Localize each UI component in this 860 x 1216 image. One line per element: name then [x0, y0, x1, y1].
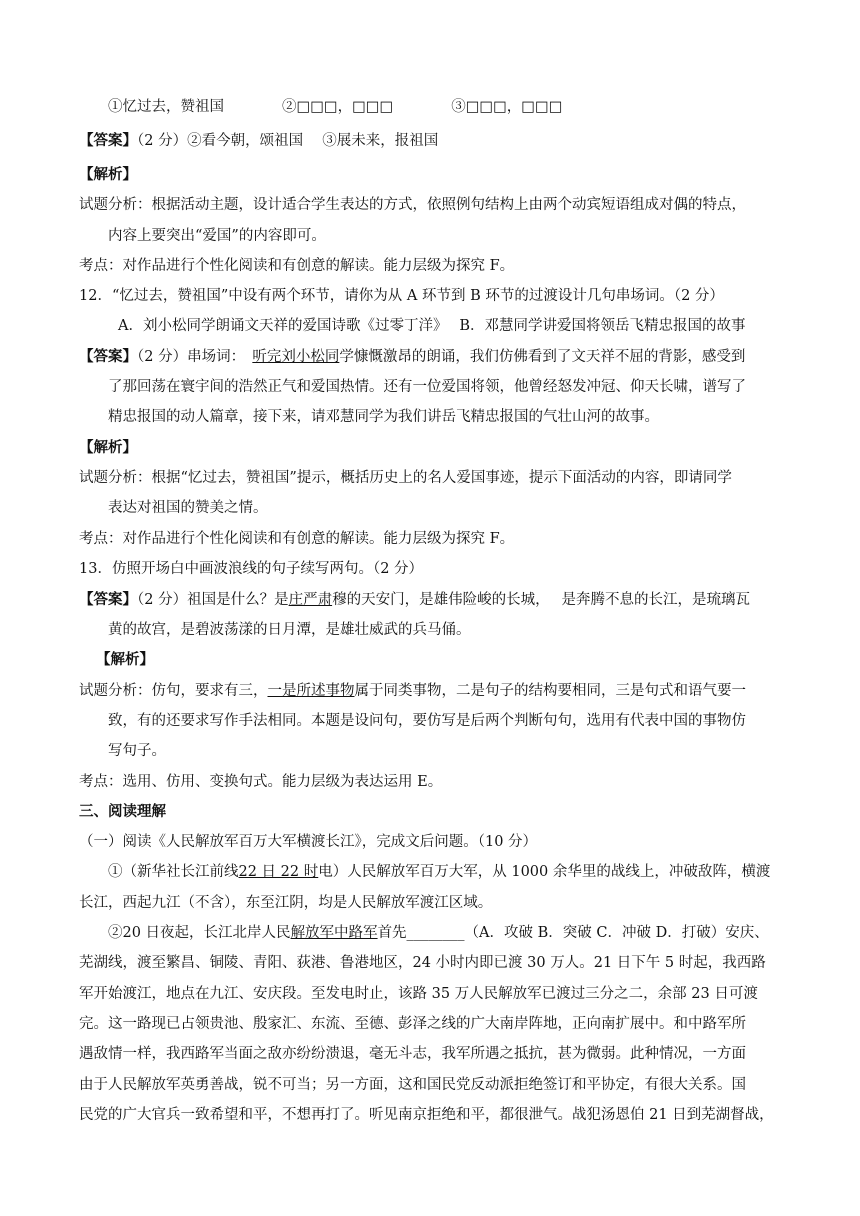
passage-text: 完。这一路现已占领贵池、殷家汇、东流、至德、彭泽之线的广大南岸阵地，正向南扩展中。和中路军所 [79, 1016, 746, 1032]
analysis-label: 【解析】 [96, 651, 154, 668]
passage-paragraph: ②20 日夜起，长江北岸人民解放军中路军首先________（A．攻破 B．突破 C．冲破 D．打破）安庆、 [108, 925, 769, 941]
answer-13: 【答案】（2 分）祖国是什么？是庄严肃穆的天安门，是雄伟险峻的长城， 是奔腾不息的长江，是琉璃瓦 [79, 591, 750, 608]
analysis-text: 试题分析：根据活动主题，设计适合学生表达的方式，依照例句结构上由两个动宾短语组成对偶的特点， [79, 197, 746, 213]
question-12-items: A．刘小松同学朗诵文天祥的爱国诗歌《过零丁洋》 B．邓慧同学讲爱国将领岳飞精忠报国的故事 [118, 318, 746, 334]
answer-12: 【答案】（2 分）串场词： 听完刘小松同学慷慨激昂的朗诵，我们仿佛看到了文天祥不屈的背影，感受到 [79, 348, 746, 365]
analysis-text: 试题分析：仿句，要求有三，一是所述事物属于同类事物，二是句子的结构要相同，三是句式和语气要一 [79, 683, 746, 699]
passage-text: 由于人民解放军英勇善战，锐不可当；另一方面，这和国民党反动派拒绝签订和平协定，有很大关系。国 [79, 1077, 746, 1093]
analysis-text: 表达对祖国的赞美之情。 [108, 500, 268, 516]
analysis-text: 内容上要突出“爱国”的内容即可。 [108, 228, 326, 244]
reading-intro: （一）阅读《人民解放军百万大军横渡长江》，完成文后问题。（10 分） [79, 834, 538, 850]
passage-text: 长江，西起九江（不含），东至江阴，均是人民解放军渡江区域。 [79, 895, 493, 911]
analysis-text: 试题分析：根据“忆过去，赞祖国”提示，概括历史上的名人爱国事迹，提示下面活动的内容，即请同学 [79, 470, 732, 486]
answer-text: 精忠报国的动人篇章，接下来，请邓慧同学为我们讲岳飞精忠报国的气壮山河的故事。 [108, 409, 659, 425]
kaodian-text: 考点：对作品进行个性化阅读和有创意的解读。能力层级为探究 F。 [79, 258, 515, 274]
passage-text: 芜湖线，渡至繁昌、铜陵、青阳、荻港、鲁港地区，24 小时内即已渡 30 万人。21 日下午 5 时起，我西路 [79, 955, 766, 971]
answer-text: 了那回荡在寰宇间的浩然正气和爱国热情。还有一位爱国将领，他曾经怒发冲冠、仰天长啸，谱写了 [108, 379, 746, 395]
answer-label: 【答案】 [79, 348, 137, 365]
section-heading: 三、阅读理解 [79, 803, 166, 820]
answer-text: 黄的故宫，是碧波荡漾的日月潭，是雄壮威武的兵马俑。 [108, 622, 471, 638]
analysis-label: 【解析】 [79, 439, 137, 456]
question-12: 12．“忆过去，赞祖国”中设有两个环节，请你为从 A 环节到 B 环节的过渡设计几句串场词。（2 分） [79, 288, 724, 304]
answer-11: 【答案】（2 分）②看今朝，颂祖国 ③展未来，报祖国 [79, 132, 439, 149]
passage-text: 遇敌情一样，我西路军当面之敌亦纷纷溃退，毫无斗志，我军所遇之抵抗，甚为微弱。此种情况，一方面 [79, 1046, 746, 1062]
example-options: ①忆过去，赞祖国 ②□□□，□□□ ③□□□，□□□ [108, 99, 563, 115]
analysis-text: 写句子。 [108, 743, 166, 759]
answer-label: 【答案】 [79, 591, 137, 608]
passage-text: 民党的广大官兵一致希望和平，不想再打了。听见南京拒绝和平，都很泄气。战犯汤恩伯 21 日到芜湖督战， [79, 1107, 774, 1123]
kaodian-text: 考点：选用、仿用、变换句式。能力层级为表达运用 E。 [79, 774, 443, 790]
passage-text: 军开始渡江，地点在九江、安庆段。至发电时止，该路 35 万人民解放军已渡过三分之二，余部 23 日可渡 [79, 986, 758, 1002]
analysis-text: 致，有的还要求写作手法相同。本题是设问句，要仿写是后两个判断句句，选用有代表中国的事物仿 [108, 713, 746, 729]
question-13: 13．仿照开场白中画波浪线的句子续写两句。（2 分） [79, 561, 424, 577]
answer-label: 【答案】 [79, 132, 137, 149]
passage-paragraph: ①（新华社长江前线22 日 22 时电）人民解放军百万大军，从 1000 余华里的战线上，冲破敌阵，横渡 [108, 864, 771, 880]
kaodian-text: 考点：对作品进行个性化阅读和有创意的解读。能力层级为探究 F。 [79, 531, 515, 547]
analysis-label: 【解析】 [79, 166, 137, 183]
